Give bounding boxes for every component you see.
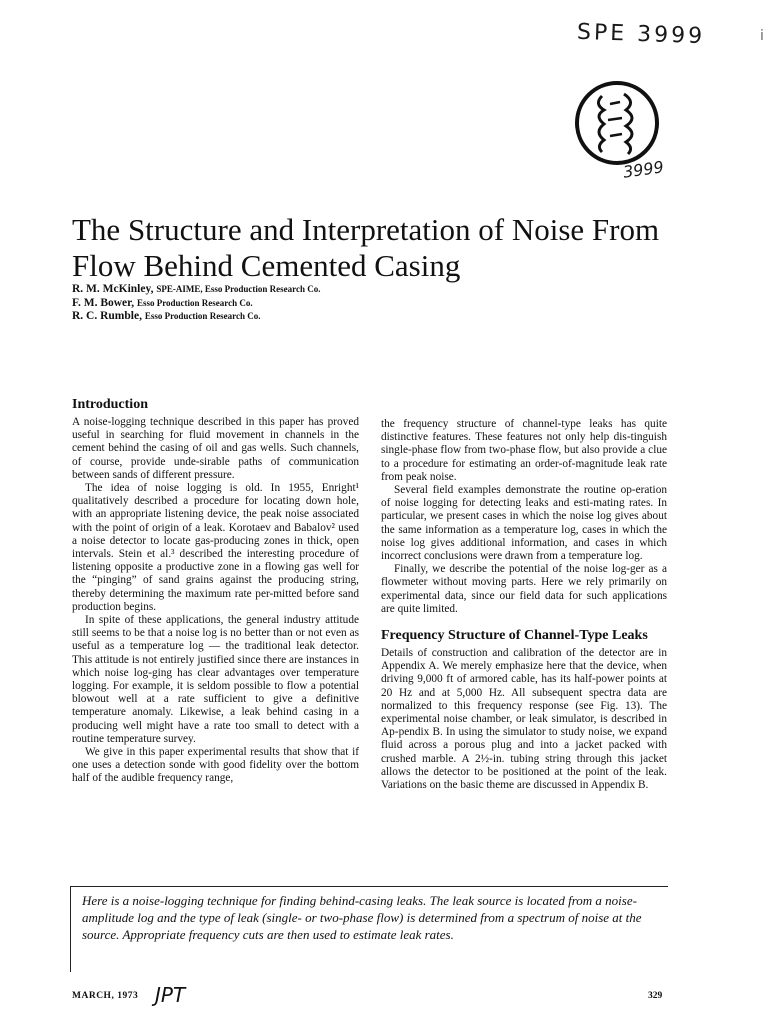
handwritten-spe-number: SPE 3999 [576,19,706,50]
section-heading-frequency: Frequency Structure of Channel-Type Leaks [381,628,648,644]
paragraph: We give in this paper experimental results that show that if one uses a detection sonde with good fidelity over the bottom half of the audible frequency range, [72,746,359,785]
paragraph: In spite of these applications, the general industry attitude still seems to be that a noise log is no better than or not even as useful as a temperature log — the traditional leak detector. This attitude is not entirely justified since there are instances in which noise log-ging has clear advantages over temperature logging. For example, it is seldom possible to flow a potential blowout well at a rate sufficient to give a definitive temperature anomaly. Likewise, a leak behind casing in a producing well might have a rate too small to detect with a routine temperature survey. [72,614,359,745]
margin-mark: i [760,28,764,44]
paragraph: Details of construction and calibration of the detector are in Appendix A. We merely emphasize here that the device, when driving 9,000 ft of armored cable, has its half-power points at 20 Hz and at 5,000 Hz. All subsequent spectra data are normalized to this frequency response (see Fig. 13). The experimental noise chamber, or leak simulator, is described in Ap-pendix B. In using the simulator to study noise, we expand fluid across a porous plug and into a jacket packed with crushed marble. A 2½-in. tubing string through this jacket allows the detector to be positioned at the point of the leak. Variations on the basic theme are discussed in Appendix B. [381,647,667,792]
handwritten-seal-number: 3999 [621,157,665,182]
left-column [72,416,359,786]
handwritten-jpt-signature: JPT [155,983,186,1007]
footer-date: MARCH, 1973 [72,991,139,1001]
author-entry [72,310,321,324]
paragraph: Several field examples demonstrate the routine op-eration of noise logging for detecting leaks and esti-mating rates. In particular, we present cases in which the noise log gives about the same information as a temperature log, cases in which the noise log gives additional information, and cases in which incorrect conclusions were drawn from a temperature log. [381,484,667,563]
author-affiliation: Esso Production Research Co. [144,311,261,321]
page-number: 329 [648,991,663,1001]
right-column [381,418,667,792]
author-affiliation: SPE-AIME, Esso Production Research Co. [156,284,321,294]
author-affiliation: Esso Production Research Co. [136,297,253,308]
author-name: R. C. Rumble, [72,310,142,322]
abstract-text: Here is a noise-logging technique for finding behind-casing leaks. The leak source is located from a noise-amplitude log and the type of leak (single- or two-phase flow) is determined from a spectrum of noise at the source. Appropriate frequency cuts are then used to estimate leak rates. [82,893,642,942]
paragraph: the frequency structure of channel-type leaks has quite distinctive features. These features not only help dis-tinguish single-phase flow from two-phase flow, but also provide a clue to a procedure for estimating an order-of-magnitude leak rate from peak noise. [381,418,667,483]
paragraph: Finally, we describe the potential of the noise log-ger as a flowmeter without moving parts. Here we rely primarily on experimental data, since our field data for such applications are quite limited. [381,563,667,615]
author-entry [72,297,321,311]
paragraph: The idea of noise logging is old. In 1955, Enright¹ qualitatively described a procedure for locating down hole, with an appropriate listening device, the peak noise associated with the point of origin of a leak. Korotaev and Babalov² used a noise detector to locate gas-producing zones in thick, open intervals. Stein et al.³ described the interesting procedure of listening opposite a productive zone in a flowing gas well for the “pinging” of sand grains against the producing string, thereby determining the maximum rate per-mitted before sand production begins. [72,482,359,613]
author-list [72,283,321,324]
author-name: R. M. McKinley, [72,283,154,295]
author-entry [72,283,321,297]
paper-title: The Structure and Interpretation of Noise From Flow Behind Cemented Casing [72,212,660,283]
author-name: F. M. Bower, [72,296,135,309]
spe-seal-logo [572,78,662,168]
section-heading-introduction: Introduction [72,397,148,412]
paragraph: A noise-logging technique described in this paper has proved useful in searching for fluid movement in channels in the cement behind the casing of oil and gas wells. Such channels, of course, provide unde-sirable paths of communication between sands of different pressure. [72,416,359,481]
